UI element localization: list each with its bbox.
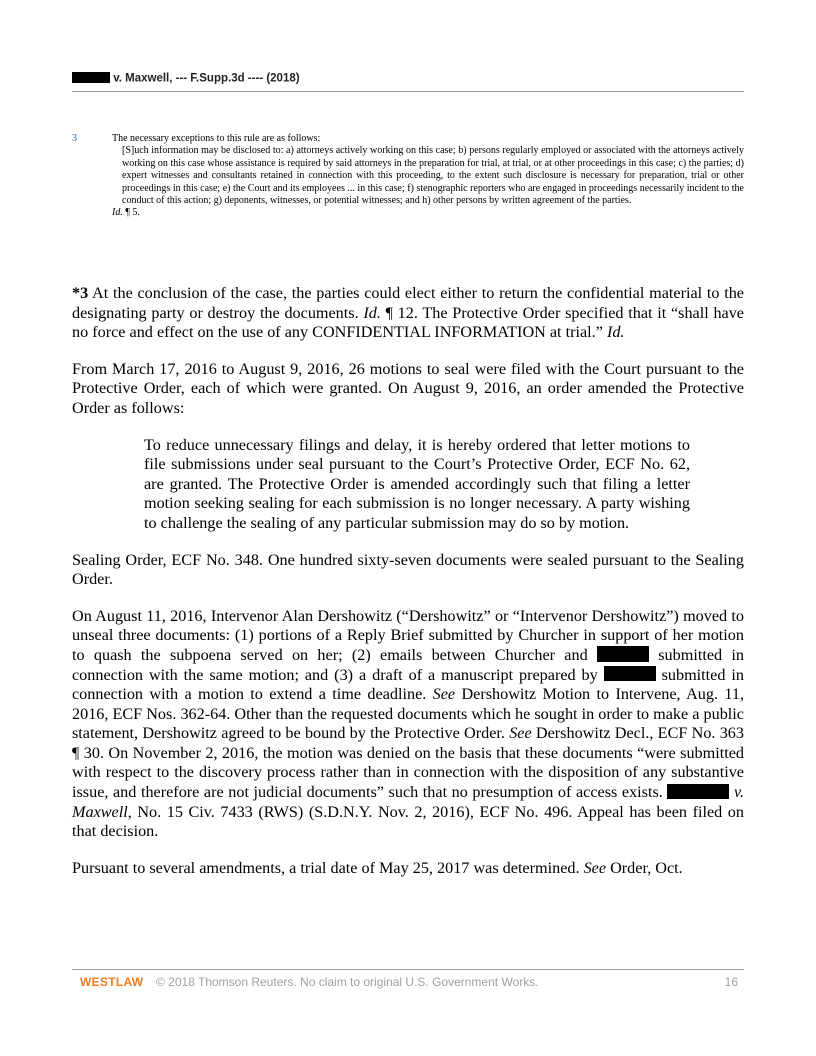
footnote-citation: Id. ¶ 5. xyxy=(112,207,140,219)
paragraph: On August 11, 2016, Intervenor Alan Dershowitz (“Dershowitz” or “Intervenor Dershowitz”) moved to unseal three documents: (1) portions of a Reply Brief submitted by Churcher in support of her motion to quash the subpoena served on her; (2) emails between Churcher and submitted in connection with the same motion; and (3) a draft of a manuscript prepared by submitted in connection with a motion to extend a time deadline. See Dershowitz Motion to Intervene, Aug. 11, 2016, ECF Nos. 362-64. Other than the requested documents which he sought in order to make a public statement, Dershowitz agreed to be bound by the Protective Order. See Dershowitz Decl., ECF No. 363 ¶ 30. On November 2, 2016, the motion was denied on the basis that these documents “were submitted with respect to the discovery process rather than in connection with the disposition of any substantive issue, and therefore are not judicial documents” such that no presumption of access exists. v. Maxwell, No. 15 Civ. 7433 (RWS) (S.D.N.Y. Nov. 2, 2016), ECF No. 496. Appeal has been filed on that decision. xyxy=(72,606,744,841)
paragraph: Pursuant to several amendments, a trial date of May 25, 2017 was determined. See Order, Oct. xyxy=(72,858,683,877)
case-citation: v. Maxwell xyxy=(72,783,744,821)
paragraph: Sealing Order, ECF No. 348. One hundred sixty-seven documents were sealed pursuant to the Sealing Order. xyxy=(72,550,744,589)
paragraph: *3 At the conclusion of the case, the parties could elect either to return the confidential material to the designating party or destroy the documents. Id. ¶ 12. The Protective Order specified that it “shall have no force and effect on the use of any CONFIDENTIAL INFORMATION at trial.” Id. xyxy=(72,284,744,342)
header-divider xyxy=(72,91,744,92)
footnote-3 xyxy=(72,133,744,220)
opinion-body xyxy=(72,284,744,895)
redaction-bar xyxy=(667,784,729,799)
running-header xyxy=(72,72,744,85)
page-number: 16 xyxy=(724,975,738,989)
footnote-intro: The necessary exceptions to this rule are as follows: xyxy=(112,133,321,144)
redaction-bar xyxy=(72,72,110,83)
footer-divider xyxy=(72,969,744,970)
westlaw-logo: WESTLAW xyxy=(80,975,144,989)
redaction-bar xyxy=(604,666,656,681)
copyright-notice: © 2018 Thomson Reuters. No claim to original U.S. Government Works. xyxy=(156,975,539,989)
footnote-quote: [S]uch information may be disclosed to: a) attorneys actively working on this case; b) persons regularly employed or associated with the attorneys actively working on this case whose assistance is required by said attorneys in the preparation for trial, at trial, or at other proceedings in this case; c) the parties; d) expert witnesses and consultants retained in connection with this proceeding, to the extent such disclosure is necessary for preparation, trial or other proceedings in this case; e) the Court and its employees ... in this case; f) stenographic reporters who are engaged in proceedings necessarily incident to the conduct of this action; g) deponents, witnesses, or potential witnesses; and h) other persons by written agreement of the parties. xyxy=(122,145,744,207)
header-title: v. Maxwell, --- F.Supp.3d ---- (2018) xyxy=(113,72,300,85)
paragraph: From March 17, 2016 to August 9, 2016, 26 motions to seal were filed with the Court pursuant to the Protective Order, each of which were granted. On August 9, 2016, an order amended the Protective Order as follows: xyxy=(72,359,744,417)
footnote-number-link[interactable]: 3 xyxy=(72,133,77,144)
redaction-bar xyxy=(597,646,649,661)
page-footer xyxy=(72,975,744,991)
star-page-marker: *3 xyxy=(72,284,89,302)
block-quote: To reduce unnecessary filings and delay, it is hereby ordered that letter motions to file submissions under seal pursuant to the Court’s Protective Order, ECF No. 62, are granted. The Protective Order is amended accordingly such that filing a letter motion seeking sealing for each submission is no longer necessary. A party wishing to challenge the sealing of any particular submission may do so by motion. xyxy=(144,435,690,532)
